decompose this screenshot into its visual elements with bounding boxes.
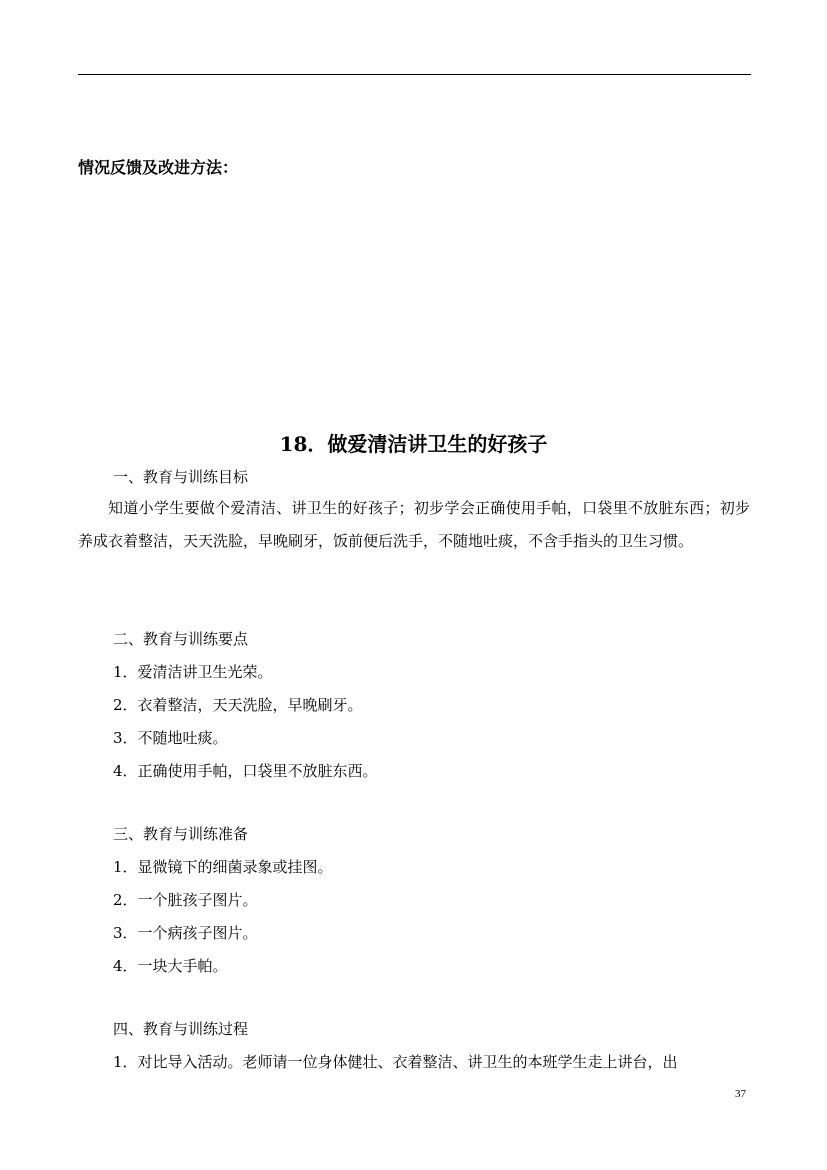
list-item: 4．正确使用手帕，口袋里不放脏东西。 xyxy=(113,762,378,780)
section-heading: 一、教育与训练目标 xyxy=(113,468,249,486)
section-heading: 四、教育与训练过程 xyxy=(113,1020,249,1038)
list-item: 1．显微镜下的细菌录象或挂图。 xyxy=(113,858,333,876)
list-item: 2．衣着整洁，天天洗脸，早晚刷牙。 xyxy=(113,696,363,714)
list-item: 3．一个病孩子图片。 xyxy=(113,924,258,942)
lesson-title: 18．做爱清洁讲卫生的好孩子 xyxy=(279,432,548,456)
section-heading: 二、教育与训练要点 xyxy=(113,630,249,648)
header-rule xyxy=(78,74,751,75)
list-item: 4．一块大手帕。 xyxy=(113,957,228,975)
feedback-heading: 情况反馈及改进方法： xyxy=(78,158,239,177)
list-item: 1．对比导入活动。老师请一位身体健壮、衣着整洁、讲卫生的本班学生走上讲台，出 xyxy=(113,1053,678,1071)
page-number: 37 xyxy=(735,1088,746,1100)
list-item: 3．不随地吐痰。 xyxy=(113,729,228,747)
section-heading: 三、教育与训练准备 xyxy=(113,825,249,843)
list-item: 2．一个脏孩子图片。 xyxy=(113,891,258,909)
list-item: 1．爱清洁讲卫生光荣。 xyxy=(113,663,273,681)
section-paragraph: 知道小学生要做个爱清洁、讲卫生的好孩子；初步学会正确使用手帕，口袋里不放脏东西；初步养成衣着整洁，天天洗脸，早晚刷牙，饭前便后洗手，不随地吐痰，不含手指头的卫生习惯。 xyxy=(78,499,750,550)
